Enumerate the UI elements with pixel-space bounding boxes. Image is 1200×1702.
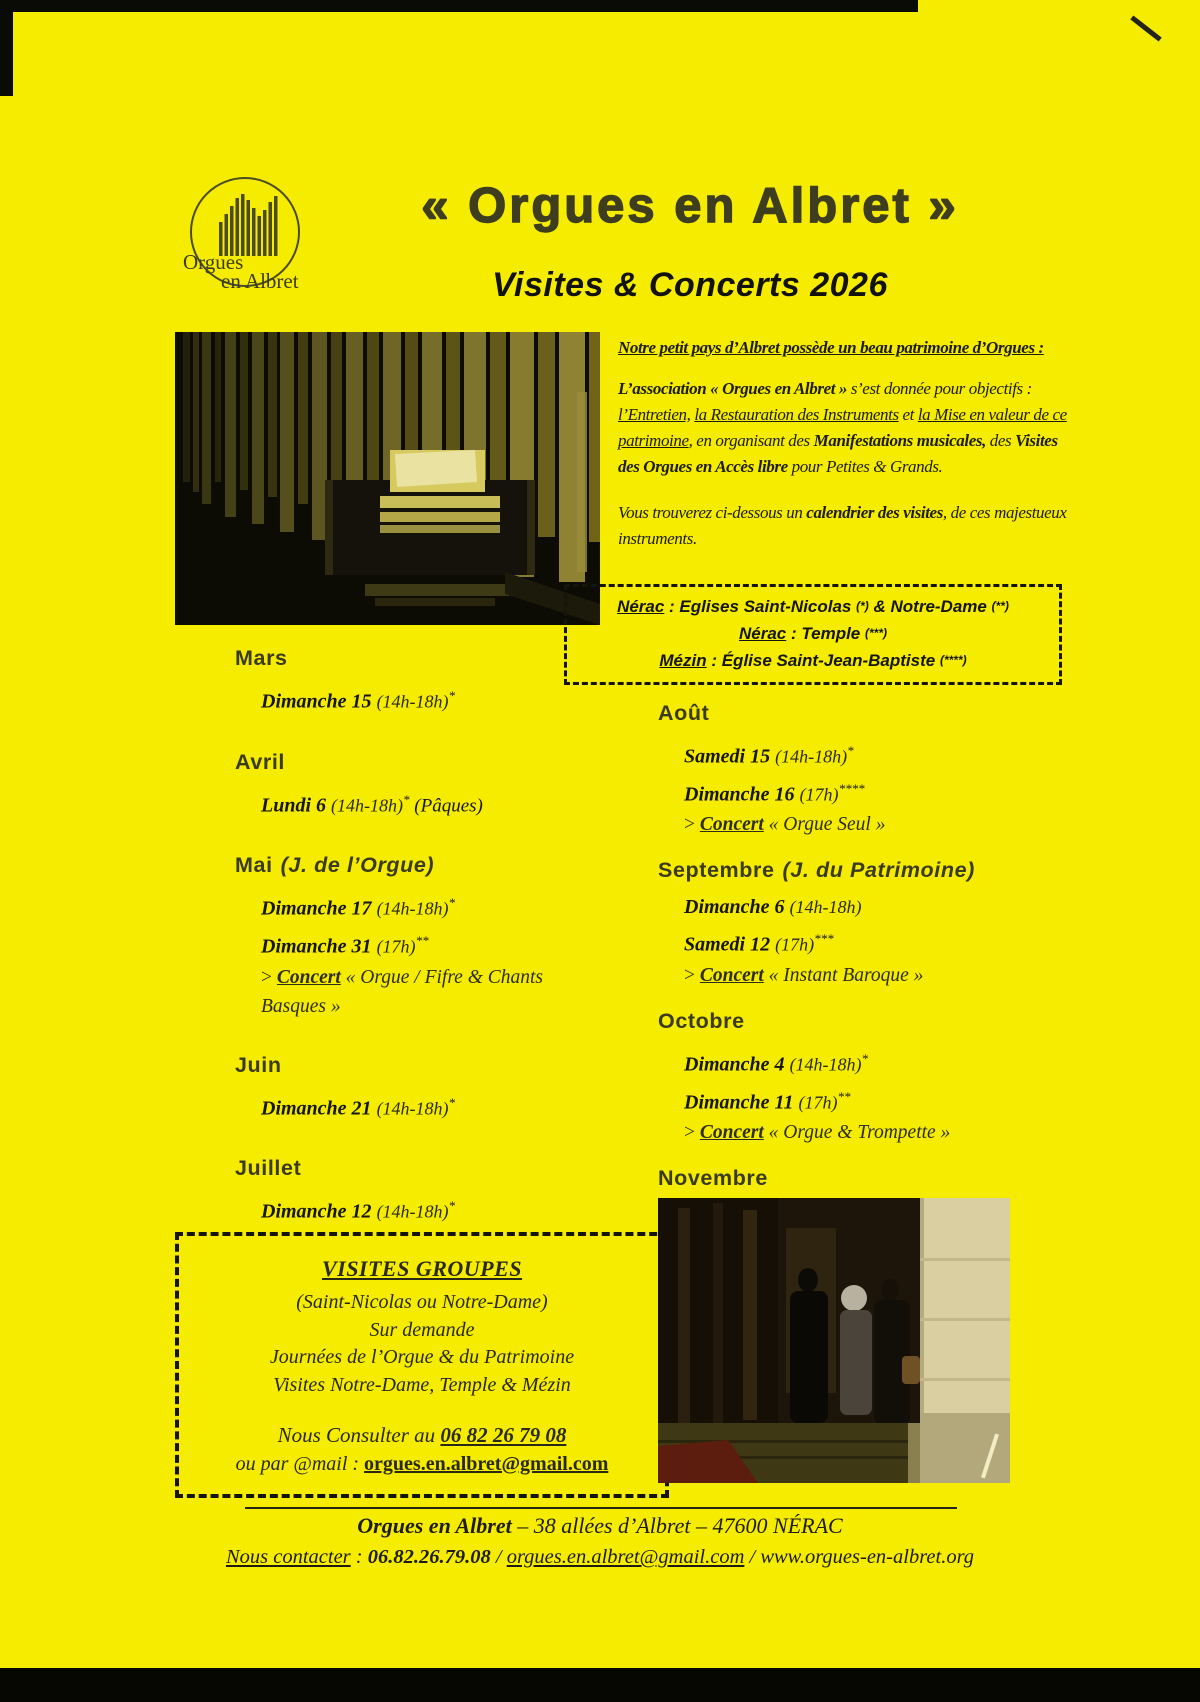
calendar-column-right <box>658 700 1058 1256</box>
month-heading <box>235 1052 620 1078</box>
event-day: Dimanche 4 <box>684 1053 785 1076</box>
event-line <box>235 925 620 963</box>
event-line <box>658 773 1058 811</box>
association-logo <box>183 176 318 301</box>
month-block <box>235 1155 620 1228</box>
event-time: (17h) <box>799 784 839 805</box>
month-block <box>235 1052 620 1125</box>
month-name: Juillet <box>235 1156 302 1181</box>
month-block <box>235 749 620 822</box>
event-time: (17h) <box>798 1092 838 1113</box>
intro-text-part: Vous trouverez ci-dessous un <box>618 503 807 522</box>
event-day: Dimanche 11 <box>684 1091 794 1114</box>
intro-text-part: et <box>898 405 918 424</box>
month-heading <box>235 852 620 878</box>
concert-line <box>658 961 1058 990</box>
concert-arrow: > <box>684 1122 700 1144</box>
intro-text-part: , en organisant des <box>688 431 814 450</box>
event-stars: * <box>861 1050 869 1066</box>
month-suffix: (J. de l’Orgue) <box>280 853 435 878</box>
intro-text-part: l’Entretien, <box>618 405 691 424</box>
group-visits-title: VISITES GROUPES <box>321 1256 523 1281</box>
event-line <box>235 784 620 822</box>
event-day: Samedi 15 <box>684 745 771 768</box>
concert-desc: « Orgue Seul » <box>763 814 886 836</box>
concert-label: Concert <box>276 966 341 988</box>
event-stars: * <box>448 1198 456 1214</box>
event-time: (14h-18h) <box>376 898 449 919</box>
group-visits-text-part: orgues.en.albret@gmail.com <box>364 1453 609 1475</box>
intro-text-part: s’est donnée pour objectifs : <box>846 379 1032 398</box>
month-heading <box>658 700 1058 726</box>
intro-section <box>618 338 1068 572</box>
group-visits-text-part: ou par @mail : <box>235 1453 365 1475</box>
venue-line <box>567 620 1059 647</box>
footer-text-part: orgues.en.albret@gmail.com <box>506 1546 745 1568</box>
event-day: Dimanche 17 <box>261 897 372 920</box>
concert-label: Concert <box>699 1122 764 1144</box>
footer-contact-line <box>0 1546 1200 1569</box>
month-name: Novembre <box>658 1166 768 1191</box>
event-time: (14h-18h) <box>775 746 848 767</box>
month-block <box>235 852 620 1020</box>
event-day: Dimanche 16 <box>684 783 795 806</box>
venues-box <box>564 584 1062 685</box>
concert-desc: « Instant Baroque » <box>763 964 924 986</box>
event-note: (Pâques) <box>409 795 483 817</box>
venue-text-part: & Notre-Dame <box>868 597 992 616</box>
month-heading <box>235 645 620 671</box>
venue-text-part: Nérac <box>739 624 787 643</box>
group-visits-line: Visites Notre-Dame, Temple & Mézin <box>273 1373 571 1396</box>
intro-text-part: des <box>985 431 1016 450</box>
month-heading <box>658 1008 1058 1034</box>
event-stars: ** <box>837 1088 851 1104</box>
concert-line <box>658 1118 1058 1147</box>
intro-text-part: calendrier des visites <box>806 503 943 522</box>
scan-artifact-top <box>0 0 918 12</box>
footer-text-part: / <box>490 1546 507 1568</box>
concert-arrow: > <box>684 814 700 836</box>
group-visits-box <box>175 1232 669 1498</box>
logo-caption-line2: en Albret <box>221 269 299 293</box>
page-title: « Orgues en Albret » <box>421 179 959 233</box>
venue-text-part: : Église Saint-Jean-Baptiste <box>706 651 940 670</box>
venue-text-part: Mézin <box>659 651 707 670</box>
group-visits-phone-line <box>187 1421 657 1450</box>
event-day: Dimanche 12 <box>261 1200 372 1223</box>
event-line <box>658 923 1058 961</box>
page-subtitle: Visites & Concerts 2026 <box>492 266 888 304</box>
month-heading <box>235 1155 620 1181</box>
scan-artifact-left <box>0 0 13 96</box>
event-day: Lundi 6 <box>261 794 327 817</box>
event-day: Dimanche 15 <box>261 690 372 713</box>
event-line <box>235 1190 620 1228</box>
venue-text-part: (***) <box>864 626 887 640</box>
footer-text-part: Nous contacter <box>225 1546 351 1568</box>
month-name: Septembre <box>658 858 775 883</box>
venue-line <box>567 647 1059 674</box>
group-visits-line: Sur demande <box>369 1318 475 1341</box>
event-time: (14h-18h) <box>789 897 862 918</box>
visitors-photo-image <box>658 1198 1010 1483</box>
concert-line <box>235 963 571 1021</box>
month-heading <box>235 749 620 775</box>
footer-text-part: 06.82.26.79.08 <box>367 1546 491 1568</box>
event-day: Dimanche 6 <box>684 896 785 919</box>
scan-artifact-right <box>1130 15 1161 41</box>
group-visits-text-part: Nous Consulter au <box>277 1423 441 1447</box>
event-line <box>235 1087 620 1125</box>
intro-lead: Notre petit pays d’Albret possède un beau patrimoine d’Orgues : <box>618 338 1044 357</box>
intro-text-part: la Restauration des Instruments <box>694 405 899 424</box>
event-stars: * <box>448 895 456 911</box>
intro-text-part: la Mise en valeur de ce patrimoine <box>618 405 1067 450</box>
event-day: Samedi 12 <box>684 933 771 956</box>
month-name: Mars <box>235 646 288 670</box>
event-stars: ** <box>415 932 429 948</box>
month-name: Octobre <box>658 1008 745 1033</box>
month-heading <box>658 857 1058 883</box>
event-time: (14h-18h) <box>376 1201 449 1222</box>
event-stars: * <box>403 791 410 807</box>
month-block <box>658 857 1058 990</box>
month-name: Juin <box>235 1052 282 1077</box>
group-visits-text-part: 06 82 26 79 08 <box>440 1423 567 1447</box>
event-time: (17h) <box>775 934 815 955</box>
event-line <box>658 892 1058 923</box>
footer-text-part: www.orgues-en-albret.org <box>760 1546 975 1568</box>
event-time: (14h-18h) <box>789 1054 862 1075</box>
venue-text-part: (****) <box>939 653 967 667</box>
footer-text-part: / <box>744 1546 761 1568</box>
group-visits-line: Journées de l’Orgue & du Patrimoine <box>269 1346 575 1368</box>
month-block <box>658 1008 1058 1147</box>
venue-line <box>567 593 1059 620</box>
footer-text-part: Orgues en Albret <box>357 1513 512 1538</box>
event-time: (14h-18h) <box>376 691 449 712</box>
month-heading <box>658 1165 1058 1191</box>
event-stars: * <box>847 743 854 758</box>
event-stars: **** <box>838 780 865 796</box>
intro-text-part: pour Petites & Grands. <box>787 457 943 476</box>
venue-text-part: (*) <box>856 599 869 613</box>
month-block <box>235 645 620 718</box>
concert-desc: « Orgue / Fifre & Chants Basques » <box>261 966 544 1017</box>
month-name: Mai <box>235 853 273 878</box>
event-day: Dimanche 31 <box>261 935 372 958</box>
intro-paragraph-calendrier <box>618 500 1068 552</box>
event-line <box>658 1043 1058 1081</box>
visitors-photo <box>658 1198 1010 1483</box>
venue-text-part: (**) <box>991 599 1009 613</box>
venue-text-part: : Eglises Saint-Nicolas <box>664 597 857 616</box>
event-day: Dimanche 21 <box>261 1097 372 1120</box>
event-line <box>658 735 1058 773</box>
month-name: Avril <box>235 749 285 774</box>
event-line <box>235 887 620 925</box>
intro-text-part: , de ces majestueux instruments. <box>618 503 1067 548</box>
intro-paragraph-objectifs <box>618 376 1068 480</box>
intro-text-part: Visites des Orgues en Accès libre <box>618 431 1058 476</box>
concert-desc: « Orgue & Trompette » <box>763 1122 951 1144</box>
organ-photo-image <box>175 332 600 625</box>
footer-address-line <box>0 1513 1200 1539</box>
concert-arrow: > <box>261 966 277 988</box>
intro-text-part: Manifestations musicales, <box>813 431 986 450</box>
footer-text-part: – 38 allées d’Albret – 47600 NÉRAC <box>511 1513 843 1538</box>
event-stars: *** <box>814 931 834 947</box>
event-time: (14h-18h) <box>376 1098 449 1119</box>
scan-artifact-bottom <box>0 1668 1200 1702</box>
group-visits-line: (Saint-Nicolas ou Notre-Dame) <box>296 1291 548 1313</box>
organ-photo <box>175 332 600 625</box>
event-stars: * <box>448 1094 456 1110</box>
month-block <box>658 700 1058 839</box>
event-stars: * <box>448 688 456 703</box>
event-line <box>658 1081 1058 1119</box>
concert-label: Concert <box>699 964 764 986</box>
event-line <box>235 680 620 718</box>
event-time: (17h) <box>376 936 416 957</box>
logo-caption-line1: Orgues <box>183 250 244 274</box>
concert-arrow: > <box>684 964 700 986</box>
calendar-column-left <box>235 645 620 1259</box>
event-time: (14h-18h) <box>331 795 404 816</box>
month-suffix: (J. du Patrimoine) <box>782 858 975 883</box>
footer-rule <box>245 1507 957 1509</box>
venue-text-part: : Temple <box>786 624 865 643</box>
concert-line <box>658 810 1058 839</box>
venue-text-part: Nérac <box>617 597 665 616</box>
group-visits-email-line <box>187 1450 657 1478</box>
intro-text-part: L’association « Orgues en Albret » <box>618 379 847 398</box>
footer-text-part: : <box>350 1546 368 1568</box>
month-name: Août <box>658 701 710 725</box>
concert-label: Concert <box>699 814 764 836</box>
